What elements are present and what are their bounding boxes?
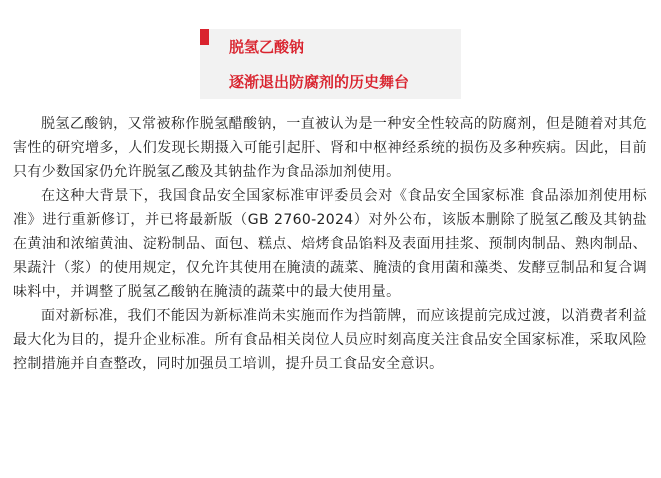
heading-title: 脱氢乙酸钠 bbox=[229, 38, 305, 56]
article-body bbox=[13, 112, 647, 376]
paragraph-2: 在这种大背景下，我国食品安全国家标准审评委员会对《食品安全国家标准 食品添加剂使用标准》进行重新修订，并已将最新版（GB 2760-2024）对外公布，该版本删除了脱氢乙酸及其钠盐在黄油和浓缩黄油、淀粉制品、面包、糕点、焙烤食品馅料及表面用挂浆、预制肉制品、熟肉制品、果蔬汁（浆）的使用规定，仅允许其使用在腌渍的蔬菜、腌渍的食用菌和藻类、发酵豆制品和复合调味料中，并调整了脱氢乙酸钠在腌渍的蔬菜中的最大使用量。 bbox=[13, 188, 647, 300]
heading-subtitle: 逐渐退出防腐剂的历史舞台 bbox=[229, 73, 410, 91]
paragraph-1: 脱氢乙酸钠，又常被称作脱氢醋酸钠，一直被认为是一种安全性较高的防腐剂，但是随着对其危害性的研究增多，人们发现长期摄入可能引起肝、肾和中枢神经系统的损伤及多种疾病。因此，目前只有少数国家仍允许脱氢乙酸及其钠盐作为食品添加剂使用。 bbox=[13, 116, 647, 180]
section-heading-block bbox=[200, 29, 461, 99]
paragraph-3: 面对新标准，我们不能因为新标准尚未实施而作为挡箭牌，而应该提前完成过渡，以消费者利益最大化为目的，提升企业标准。所有食品相关岗位人员应时刻高度关注食品安全国家标准，采取风险控制措施并自查整改，同时加强员工培训，提升员工食品安全意识。 bbox=[13, 308, 647, 372]
heading-accent-bar bbox=[200, 29, 209, 45]
